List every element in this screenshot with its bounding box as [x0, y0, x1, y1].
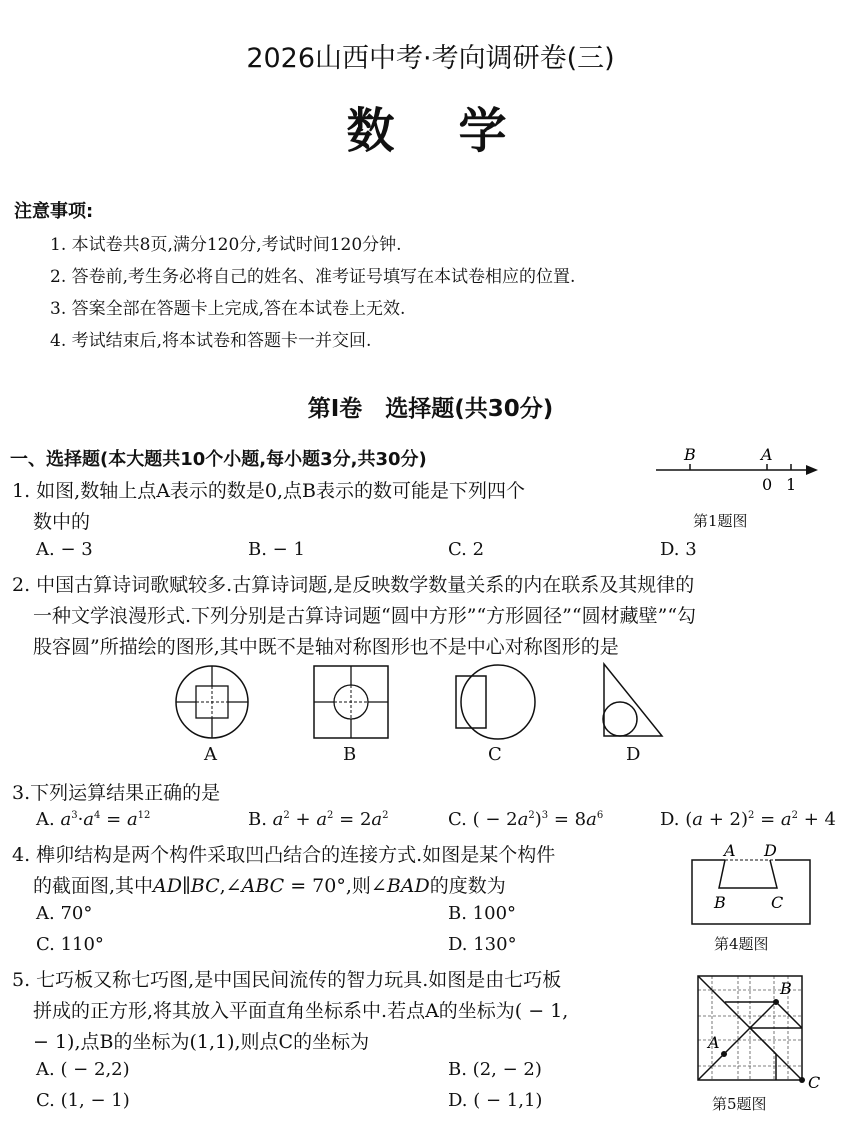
q5-option-c: C. (1, − 1) [36, 1090, 130, 1111]
label-d: D [764, 841, 777, 860]
q2-figure-c [452, 662, 538, 742]
q4-option-a: A. 70° [36, 903, 93, 924]
label-a: A [724, 841, 736, 860]
subject-title: 数 学 [346, 103, 515, 159]
point-a-dot [721, 1051, 727, 1057]
q2-figure-c-label: C [488, 744, 502, 765]
point-c-dot [799, 1077, 805, 1083]
q1-option-d: D. 3 [660, 539, 697, 560]
q3-option-d: D. $(a + 2)^2 = a^2 + 4$ [660, 809, 836, 830]
number-line-figure [650, 442, 830, 496]
label-c: C [808, 1073, 821, 1090]
q1-option-b: B. − 1 [248, 539, 305, 560]
q2-figure-d [598, 660, 666, 740]
q2-figure-b [312, 664, 390, 740]
q2-stem-line3: 股容圆”所描绘的图形,其中既不是轴对称图形也不是中心对称图形的是 [33, 636, 619, 658]
point-b-label: B [684, 445, 696, 464]
q5-stem-line2: 拼成的正方形,将其放入平面直角坐标系中.若点A的坐标为( − 1, [33, 1000, 569, 1022]
q5-option-a: A. ( − 2,2) [36, 1059, 130, 1080]
q3-option-c: C. ( − $2a^2)^3 = 8a^6$ [448, 809, 604, 830]
point-b-dot [773, 999, 779, 1005]
notice-item: 3. 答案全部在答题卡上完成,答在本试卷上无效. [50, 299, 406, 319]
notice-item: 4. 考试结束后,将本试卷和答题卡一并交回. [50, 331, 372, 351]
q2-figure-a [172, 662, 252, 742]
q5-figure-caption: 第5题图 [712, 1095, 767, 1113]
q5-option-d: D. ( − 1,1) [448, 1090, 543, 1111]
q4-figure [688, 840, 814, 930]
q1-figure-caption: 第1题图 [693, 512, 748, 530]
q2-figure-a-label: A [204, 744, 217, 765]
notice-heading: 注意事项: [14, 201, 94, 222]
notice-item: 1. 本试卷共8页,满分120分,考试时间120分钟. [50, 235, 402, 255]
q4-option-c: C. 110° [36, 934, 104, 955]
q1-option-c: C. 2 [448, 539, 485, 560]
q3-option-b: B. $a^2 + a^2 = 2a^2$ [248, 809, 389, 830]
q4-stem-line2: 的截面图,其中AD∥BC,∠ABC = 70°,则∠BAD的度数为 [33, 875, 506, 897]
notice-item: 2. 答卷前,考生务必将自己的姓名、准考证号填写在本试卷相应的位置. [50, 267, 576, 287]
tangram-figure [692, 970, 824, 1090]
point-a-label: A [761, 445, 773, 464]
q4-option-b: B. 100° [448, 903, 517, 924]
q1-stem-line1: 1. 如图,数轴上点A表示的数是0,点B表示的数可能是下列四个 [12, 480, 526, 502]
q5-stem-line3: − 1),点B的坐标为(1,1),则点C的坐标为 [33, 1031, 370, 1053]
q4-figure-caption: 第4题图 [714, 935, 769, 953]
tick-0-label: 0 [762, 475, 773, 494]
exam-title: 2026山西中考·考向调研卷(三) [246, 43, 615, 74]
label-c: C [771, 893, 784, 912]
q2-stem-line1: 2. 中国古算诗词歌赋较多.古算诗词题,是反映数学数量关系的内在联系及其规律的 [12, 574, 695, 596]
q1-option-a: A. − 3 [36, 539, 93, 560]
q1-stem-line2: 数中的 [33, 511, 91, 533]
q4-option-d: D. 130° [448, 934, 517, 955]
q3-stem: 3.下列运算结果正确的是 [12, 782, 221, 804]
label-b: B [780, 979, 792, 998]
label-a: A [708, 1033, 720, 1052]
section-title: 一、选择题(本大题共10个小题,每小题3分,共30分) [10, 449, 427, 470]
q2-figure-b-label: B [343, 744, 357, 765]
q2-stem-line2: 一种文学浪漫形式.下列分别是古算诗词题“圆中方形”“方形圆径”“圆材藏壁”“勾 [33, 605, 697, 627]
q5-stem-line1: 5. 七巧板又称七巧图,是中国民间流传的智力玩具.如图是由七巧板 [12, 969, 562, 991]
q4-stem-line1: 4. 榫卯结构是两个构件采取凹凸结合的连接方式.如图是某个构件 [12, 844, 556, 866]
q3-option-a: A. $a^3\cdot a^4 = a^{12}$ [36, 809, 151, 830]
volume-title: 第Ⅰ卷 选择题(共30分) [307, 396, 554, 422]
label-b: B [714, 893, 726, 912]
q5-option-b: B. (2, − 2) [448, 1059, 542, 1080]
q2-figure-d-label: D [626, 744, 641, 765]
tick-1-label: 1 [786, 475, 797, 494]
